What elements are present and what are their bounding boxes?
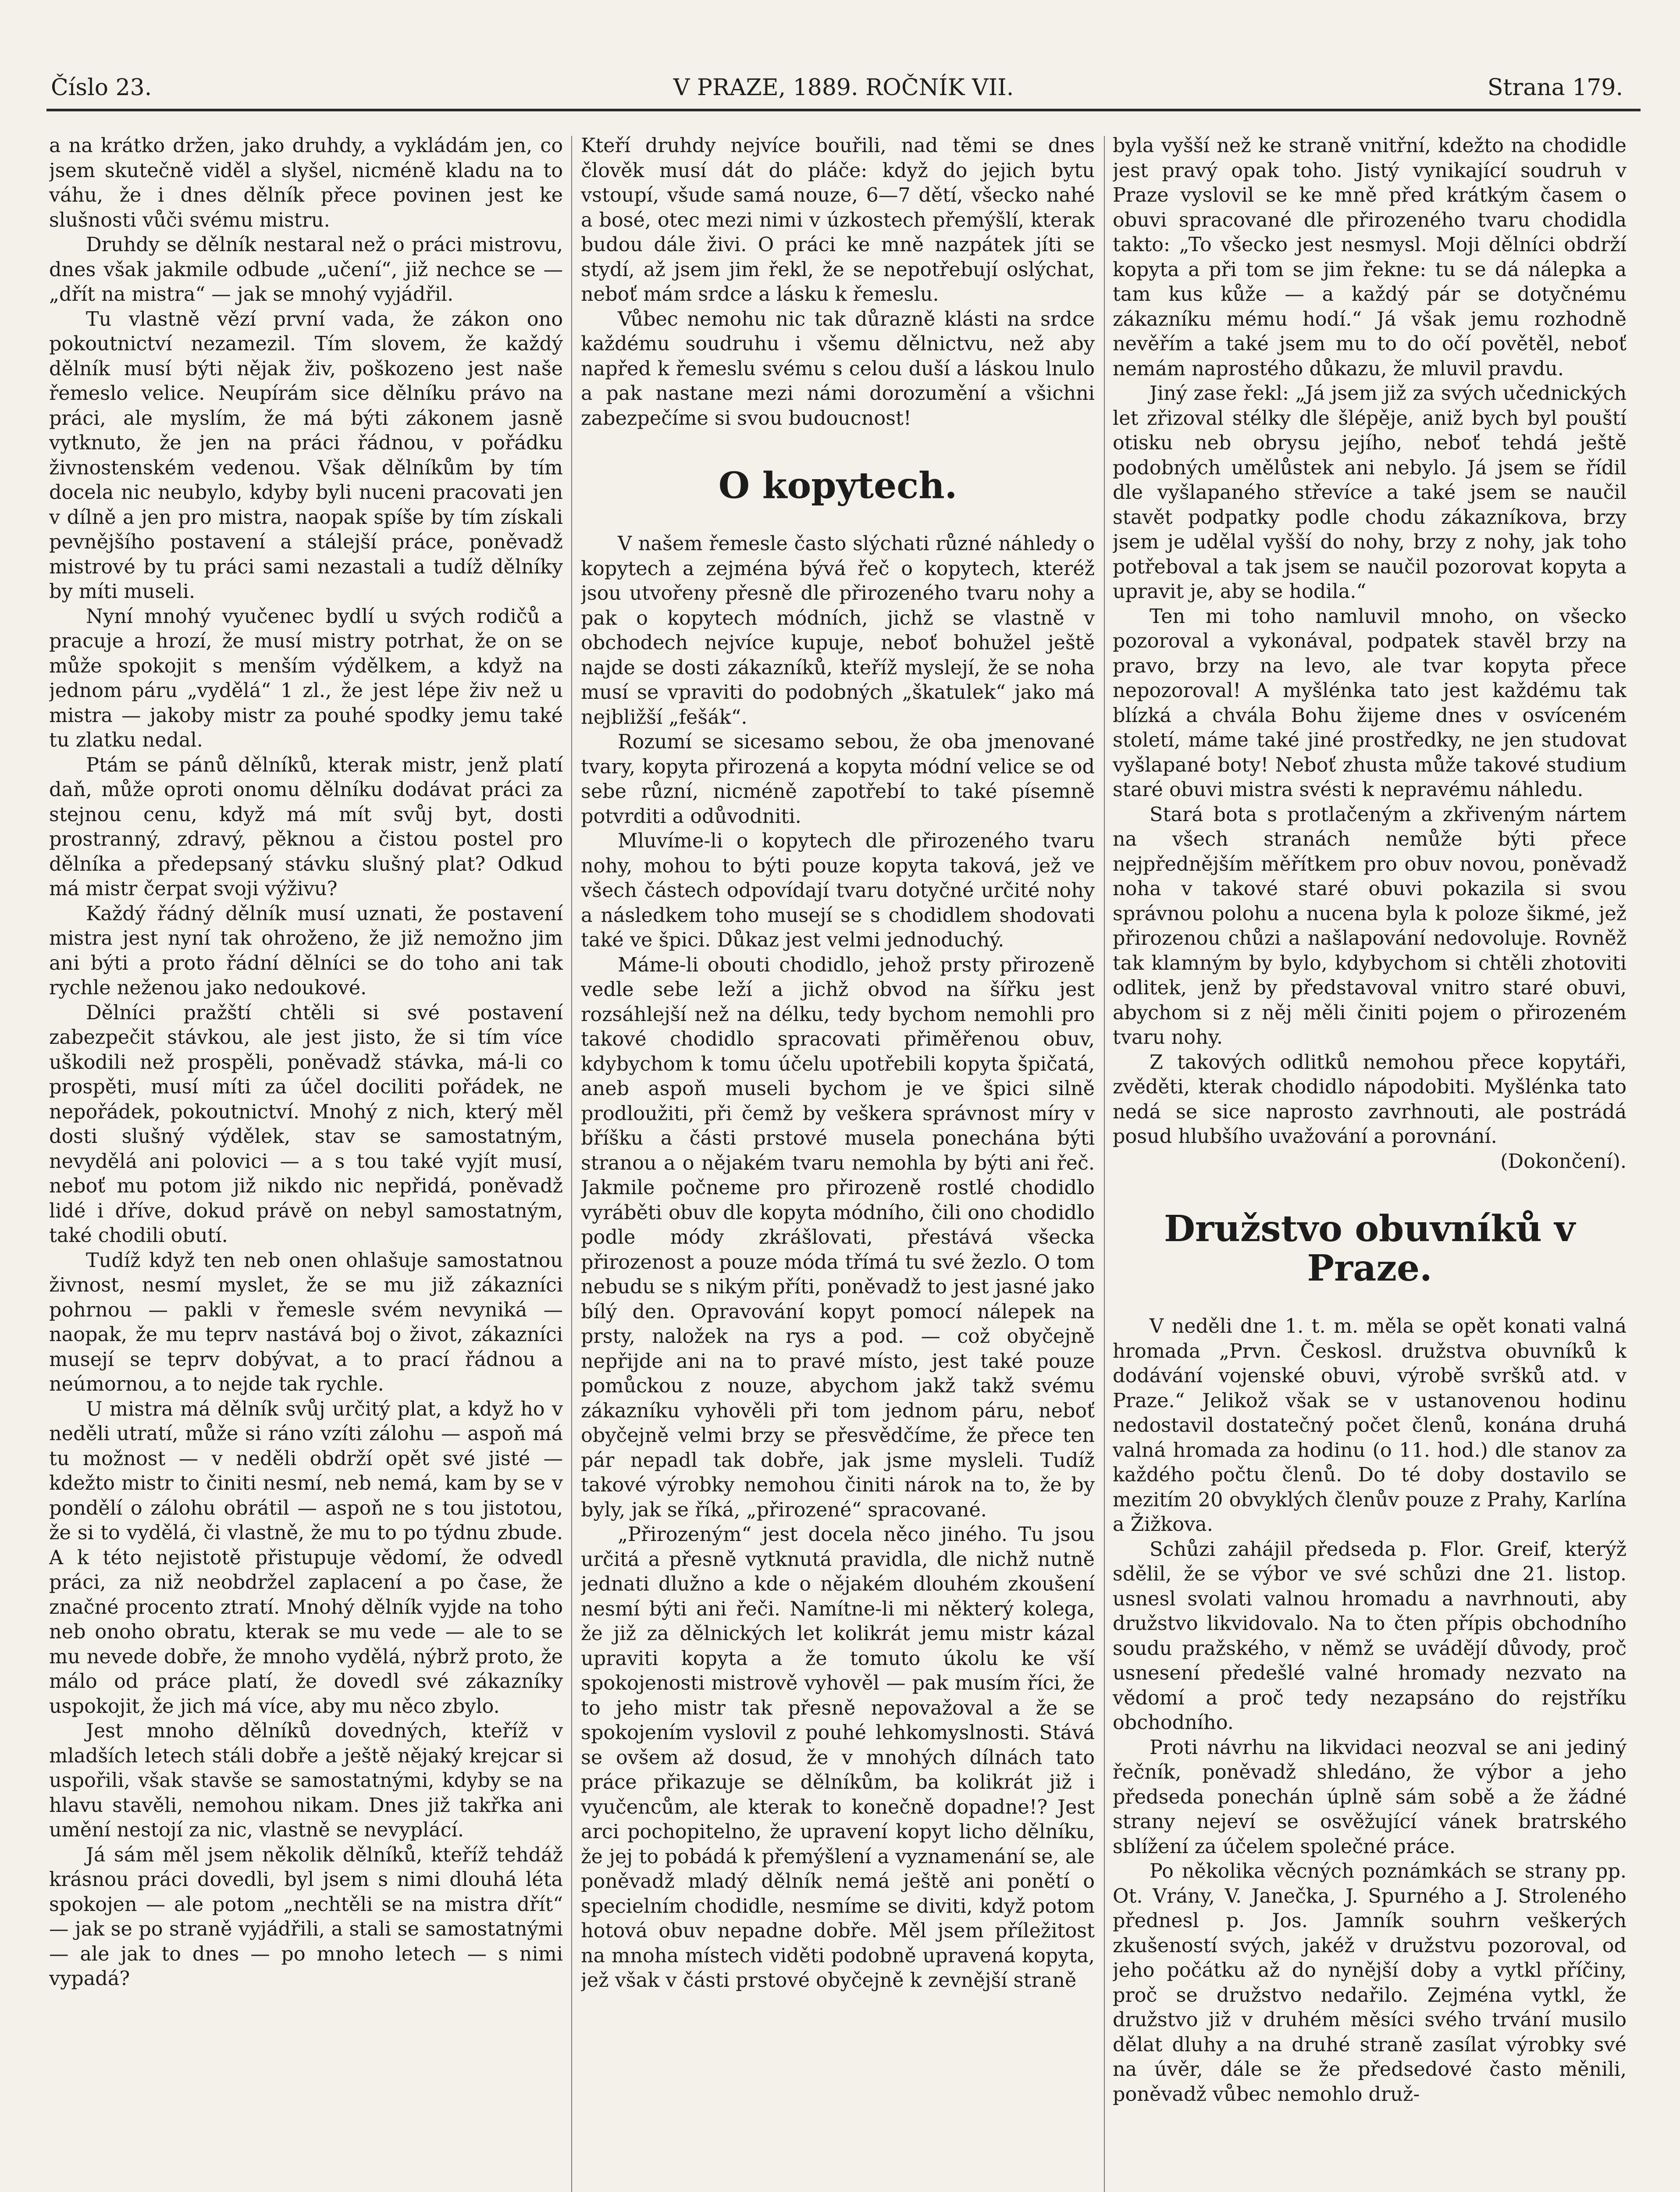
page-header [46, 57, 1641, 110]
place-year-volume: V PRAZE, 1889. ROČNÍK VII. [673, 75, 1014, 101]
paragraph: Schůzi zahájil předseda p. Flor. Greif, kterýž sdělil, že se výbor ve své schůzi dne 21. listop. usnesl svolati valnou hromadu a navrhnouti, aby družstvo likvidovalo. Na to čten přípis obchodního soudu pražského, v němž se uvádějí důvody, proč usnesení předešlé valné hromady nezvato na vědomí a proč tedy nezapsáno do rejstříku obchodního. [1113, 1538, 1627, 1734]
paragraph: Nyní mnohý vyučenec bydlí u svých rodičů a pracuje a hrozí, že musí mistry potrhat, že on se může spokojit s menším výdělkem, a když na jednom páru „vydělá“ 1 zl., že jest lépe živ než u mistra — jakoby mistr za pouhé spodky jemu také tu zlatku nedal. [49, 605, 563, 751]
paragraph: Proti návrhu na likvidaci neozval se ani jediný řečník, poněvadž shledáno, že výbor a jeho předseda ponechán úplně sám sobě a že žádné strany nejeví se osvěžující vánek bratrského sblížení za účelem společné práce. [1113, 1736, 1627, 1858]
paragraph: V neděli dne 1. t. m. měla se opět konati valná hromada „Prvn. Českosl. družstva obuvníků k dodávání vojenské obuvi, výrobě svršků atd. v Praze.“ Jelikož však se v ustanovenou hodinu nedostavil dostatečný počet členů, konána druhá valná hromada za hodinu (o 11. hod.) dle stanov za každého počtu členů. Do té doby dostavilo se mezitím 20 obvyklých členův pouze z Prahy, Karlína a Žižkova. [1113, 1315, 1627, 1536]
header-rule [46, 109, 1641, 111]
paragraph: Z takových odlitků nemohou přece kopytáři, zvěděti, kterak chodidlo nápodobiti. Myšlénka tato nedá se sice naprosto zavrhnouti, ale postrádá posud hlubšího uvažování a porovnání. [1113, 1051, 1627, 1148]
column-divider [571, 136, 572, 2192]
paragraph: Každý řádný dělník musí uznati, že postavení mistra jest nyní tak ohroženo, že již nemožno jim ani býti a proto řádní dělníci se do toho ani tak rychle neženou jako nedoukové. [49, 902, 563, 999]
paragraph: Vůbec nemohu nic tak důrazně klásti na srdce každému soudruhu i všemu dělnictvu, než aby napřed k řemeslu svému s celou duší a láskou lnulo a pak nastane mezi námi dorozumění a všichni zabezpečíme si svou budoucnost! [581, 308, 1095, 430]
column-2 [581, 134, 1095, 2192]
paragraph: Ptám se pánů dělníků, kterak mistr, jenž platí daň, může oproti onomu dělníku dodávat práci za stejnou cenu, když má mít svůj byt, dosti prostranný, zdravý, pěknou a čistou postel pro dělníka a předepsaný stávku slušný plat? Odkud má mistr čerpat svoji výživu? [49, 754, 563, 900]
paragraph: Já sám měl jsem několik dělníků, kteříž tehdáž krásnou práci dovedli, byl jsem s nimi dlouhá léta spokojen — ale potom „nechtěli se na mistra dřít“ — jak se po straně vyjádřili, a stali se samostatnými — ale jak to dnes — po mnoho letech — s nimi vypadá? [49, 1843, 563, 1990]
continued-note: (Dokončení). [1500, 1150, 1627, 1173]
paragraph: Tu vlastně vězí první vada, že zákon ono pokoutnictví nezamezil. Tím slovem, že každý dělník musí býti nějak živ, poškozeno jest naše řemeslo velice. Neupírám sice dělníku právo na práci, ale myslím, že má býti zákonem jasně vytknuto, že jen na práci řádnou, v pořádku živnostenském vedenou. Však dělníkům by tím docela nic neubylo, kdyby byli nuceni pracovati jen v dílně a jen pro mistra, naopak spíše by tím získali pevnějšího postavení a stálejší práce, poněvadž mistrové by tu práci sami nezastali a tudíž dělníky by míti museli. [49, 308, 563, 603]
article-heading: Družstvo obuvníků v Praze. [1164, 1208, 1576, 1289]
article-heading: O kopytech. [718, 465, 957, 507]
paragraph: Tudíž když ten neb onen ohlašuje samostatnou živnost, nesmí myslet, že se mu již zákazníci pohrnou — pakli v řemesle svém nevyniká — naopak, že mu teprv nastává boj o život, zákazníci musejí se teprv dobývat, a to prací řádnou a neúmornou, a to nejde tak rychle. [49, 1249, 563, 1395]
paragraph: byla vyšší než ke straně vnitřní, kdežto na chodidle jest pravý opak toho. Jistý vynikající soudruh v Praze vyslovil se ke mně před krátkým časem o obuvi spracované dle přirozeného tvaru chodidla takto: „To všecko jest nesmysl. Moji dělníci obdrží kopyta a při tom se jim řekne: tu se dá nálepka a tam kus kůže — a každý pár se dotyčnému zákazníku mému hodí.“ Já však jemu rozhodně nevěřím a také jsem mu to do očí povětěl, neboť nemám naprostého důkazu, že mluvil pravdu. [1113, 135, 1627, 380]
column-1 [49, 134, 563, 2192]
paragraph: Kteří druhdy nejvíce bouřili, nad těmi se dnes člověk musí dát do pláče: když do jejich bytu vstoupí, všude samá nouze, 6—7 dětí, všecko nahé a bosé, otec mezi nimi v úzkostech přemýšlí, kterak budou dále živi. O práci ke mně nazpátek jíti se stydí, až jsem jim řekl, že se nepotřebují oslýchat, neboť mám srdce a lásku k řemeslu. [581, 135, 1095, 306]
page-number: Strana 179. [1487, 75, 1623, 101]
paragraph: Po několika věcných poznámkách se strany pp. Ot. Vrány, V. Janečka, J. Spurného a J. Stroleného přednesl p. Jos. Jamník souhrn veškerých zkušeností svých, jakéž v družstvu pozoroval, od jeho počátku až do nynější doby a vytkl příčiny, proč se družstvo nedařilo. Zejména vytkl, že družstvo již v druhém měsíci svého trvání musilo dělat dluhy a na druhé straně zasílat výrobky své na úvěr, dále se že předsedové často měnili, poněvadž vůbec nemohlo druž- [1113, 1860, 1627, 2106]
issue-number: Číslo 23. [51, 75, 152, 101]
paragraph: Druhdy se dělník nestaral než o práci mistrovu, dnes však jakmile odbude „učení“, již nechce se — „dřít na mistra“ — jak se mnohý vyjádřil. [49, 234, 563, 306]
paragraph: a na krátko držen, jako druhdy, a vykládám jen, co jsem skutečně viděl a slyšel, nicméně kladu na to váhu, že i dnes dělník přece povinen jest ke slušnosti vůči svému mistru. [49, 135, 563, 231]
paragraph: Stará bota s protlačeným a zkřiveným nártem na všech stranách nemůže býti přece nejpřednějším měřítkem pro obuv novou, poněvadž noha v takové staré obuvi pokazila si svou správnou polohu a nucena byla k poloze šikmé, jež přirozenou chůzi a našlapování nedovoluje. Rovněž tak klamným by bylo, kdybychom si chtěli zhotoviti odlitek, jenž by představoval vnitro staré obuvi, abychom si z něj měli činiti pojem o přirozeném tvaru nohy. [1113, 803, 1627, 1049]
paragraph: U mistra má dělník svůj určitý plat, a když ho v neděli utratí, může si ráno vzíti zálohu — aspoň má tu možnost — v neděli obdrží opět své jisté — kdežto mistr to činiti nesmí, neb nemá, kam by se v pondělí o zálohu obrátil — aspoň ne s tou jistotou, že si to vydělá, či vlastně, že mu to po týdnu zbude. A k této nejistotě přistupuje vědomí, že odvedl práci, za niž neobdržel zaplacení a po čase, že značné procento ztratí. Mnohý dělník vyjde na toho neb onoho obratu, kterak se mu vede — ale to se mu nevede dobře, že mnoho vydělá, nýbrž proto, že málo od práce platí, že dovedl své zákazníky uspokojit, že jich má více, aby mu něco zbylo. [49, 1398, 563, 1718]
paragraph: Rozumí se sicesamo sebou, že oba jmenované tvary, kopyta přirozená a kopyta módní velice se od sebe různí, nicméně zapotřebí to také písemně potvrditi a odůvodniti. [581, 731, 1095, 828]
paragraph: Jest mnoho dělníků dovedných, kteříž v mladších letech stáli dobře a ještě nějaký krejcar si uspořili, však stavše se samostatnými, kdyby se na hlavu stavěli, nemohou nikam. Dnes již takřka ani umění nestojí za nic, vlastně se nevyplácí. [49, 1720, 563, 1841]
column-3 [1113, 134, 1627, 2192]
paragraph: Ten mi toho namluvil mnoho, on všecko pozoroval a vykonával, podpatek stavěl brzy na pravo, brzy na levo, ale tvar kopyta přece nepozoroval! A myšlénka tato jest každému tak blízká a chvála Bohu žijeme dnes v osvíceném století, máme také jiné prostředky, ne jen studovat vyšlapané boty! Neboť zhusta může takové studium staré obuvi mistra svésti k nepravému náhledu. [1113, 605, 1627, 801]
paragraph: Dělníci pražští chtěli si své postavení zabezpečit stávkou, ale jest jisto, že si tím více uškodili než prospěli, poněvadž stávka, má-li co prospěti, musí míti za účel dociliti pořádek, ne nepořádek, pokoutnictví. Mnohý z nich, který měl dosti slušný výdělek, stav se samostatným, nevydělá ani polovici — a s tou také vyjít musí, neboť mu potom již nikdo nic nepřidá, poněvadž lidé i dříve, dokud právě on nebyl samostatným, také chodili obutí. [49, 1001, 563, 1247]
paragraph: Jiný zase řekl: „Já jsem již za svých učednických let zřizoval stélky dle šlépěje, aniž bych byl pouští otisku neb obrysu jejího, neboť tehdá ještě podobných umělůstek ani nebylo. Já jsem se řídil dle vyšlapaného střevíce a také jsem se naučil stavět podpatky podle chodu zákazníkova, brzy jsem je udělal vyšší do nohy, brzy z nohy, jak toho potřeboval a tak jsem se naučil pozorovat kopyta a upravit je, aby se hodila.“ [1113, 382, 1627, 603]
paragraph: Máme-li obouti chodidlo, jehož prsty přirozeně vedle sebe leží a jichž obvod na šířku jest rozsáhlejší než na délku, tedy bychom nemohli pro takové chodidlo spracovati přiměřenou obuv, kdybychom k tomu účelu upotřebili kopyta špičatá, aneb aspoň museli bychom je ve špici silně prodloužiti, při čemž by veškera správnost míry v bříšku a části prstové musela ponechána býti stranou a o nějakém tvaru nemohla by býti ani řeč. Jakmile počneme pro přirozeně rostlé chodidlo vyráběti obuv dle kopyta módního, čili ono chodidlo podle módy zkrášlovati, přestává všecka přirozenost a pouze móda třímá tu své žezlo. O tom nebudu se s nikým příti, poněvadž to jest jasné jako bílý den. Opravování kopyt pomocí nálepek na prsty, naložek na rys a pod. — což obyčejně nepřijde ani na to pravé místo, jest také pouze pomůckou z nouze, abychom jakž takž svému zákazníku vyhověli při tom jednom páru, neboť obyčejně velmi brzy se přesvědčíme, že přece ten pár nepadl tak dobře, jak jsme mysleli. Tudíž takové výrobky nemohou činiti nárok na to, že by byly, jak se říká, „přirozené“ spracované. [581, 954, 1095, 1521]
column-divider [1104, 136, 1105, 2192]
paragraph: Mluvíme-li o kopytech dle přirozeného tvaru nohy, mohou to býti pouze kopyta taková, jež ve všech částech odpovídají tvaru dotyčné určité nohy a následkem toho musejí se s chodidlem shodovati také ve špici. Důkaz jest velmi jednoduchý. [581, 830, 1095, 951]
paragraph: V našem řemesle často slýchati různé náhledy o kopytech a zejména bývá řeč o kopytech, kteréž jsou utvořeny přesně dle přirozeného tvaru nohy a pak o kopytech módních, jichž se vlastně v obchodech nejvíce kupuje, neboť bohužel ještě najde se dosti zákazníků, kteříž myslejí, že se noha musí se vpraviti do podobných „škatulek“ jako má nejbližší „fešák“. [581, 533, 1095, 729]
paragraph: „Přirozeným“ jest docela něco jiného. Tu jsou určitá a přesně vytknutá pravidla, dle nichž nutně jednati dlužno a kde o nějakém dlouhém zkoušení nesmí býti ani řeči. Namítne-li mi některý kolega, že již za dělnických let kolikrát jemu mistr kázal upraviti kopyta a že tomuto úkolu ke vší spokojenosti mistrově vyhověl — pak musím říci, že to jeho mistr tak přesně nepovažoval a že se spokojením vyslovil z pouhé lehkomyslnosti. Stává se ovšem až dosud, že v mnohých dílnách tato práce přikazuje se dělníkům, ba kolikrát již i vyučencům, ale kterak to konečně dopadne!? Jest arci pochopitelno, že upravení kopyt licho dělníku, že jej to pobádá k přemýšlení a vyznamenání se, ale poněvadž mladý dělník nemá ještě ani ponětí o specielním chodidle, nesmíme se diviti, když potom hotová obuv nepadne dobře. Měl jsem příležitost na mnoha místech viděti podobně upravená kopyta, jež však v části prstové obyčejně k zevnější straně [581, 1523, 1095, 1992]
